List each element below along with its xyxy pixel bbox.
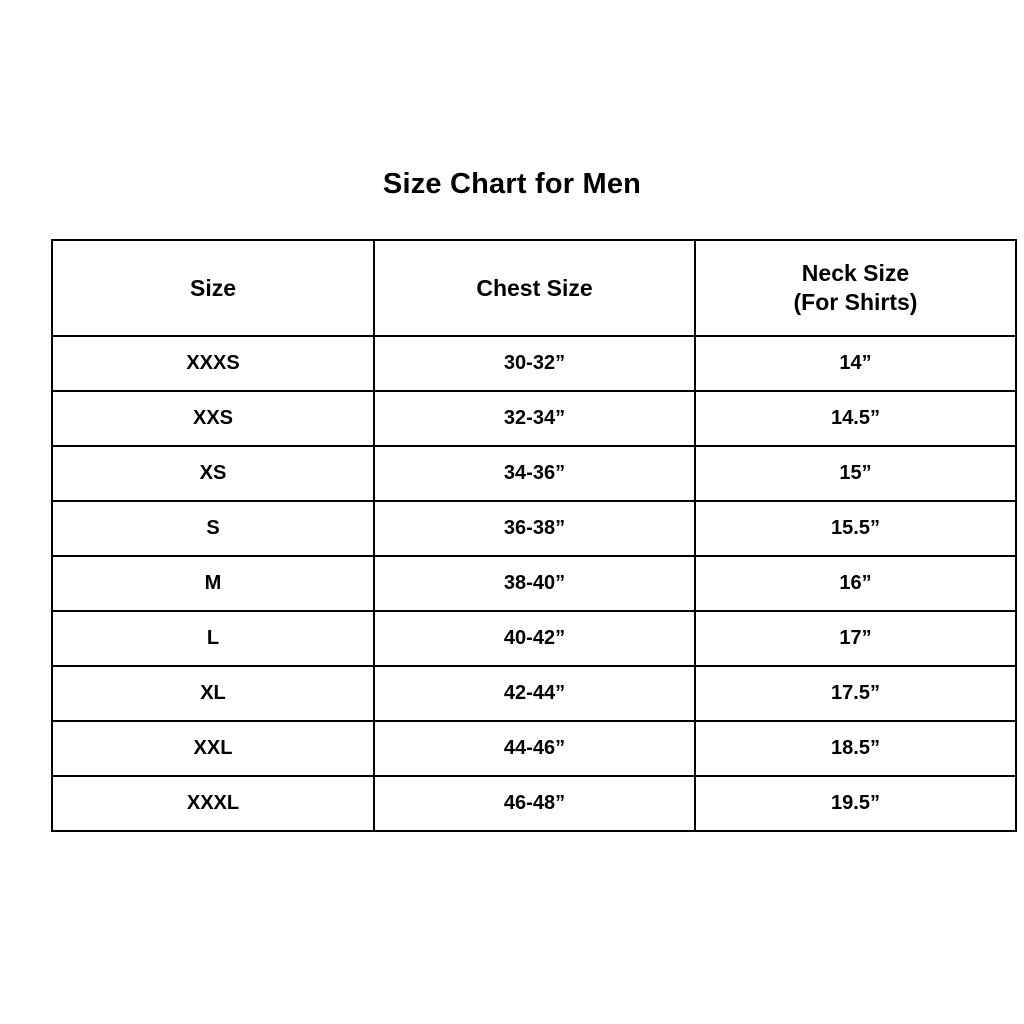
cell-chest: 44-46” xyxy=(374,721,695,776)
table-header-row xyxy=(52,240,1016,336)
cell-neck: 15.5” xyxy=(695,501,1016,556)
cell-size: L xyxy=(52,611,374,666)
table-row xyxy=(52,776,1016,831)
cell-size: XXL xyxy=(52,721,374,776)
cell-neck: 17.5” xyxy=(695,666,1016,721)
cell-chest: 42-44” xyxy=(374,666,695,721)
cell-neck: 18.5” xyxy=(695,721,1016,776)
table-row xyxy=(52,501,1016,556)
column-header-neck-label: Neck Size xyxy=(801,260,910,287)
cell-neck: 16” xyxy=(695,556,1016,611)
cell-chest: 38-40” xyxy=(374,556,695,611)
cell-size: XXXL xyxy=(52,776,374,831)
column-header-chest xyxy=(374,240,695,336)
cell-size: M xyxy=(52,556,374,611)
table-body xyxy=(52,336,1016,831)
column-header-size-label: Size xyxy=(189,274,237,301)
table-row xyxy=(52,446,1016,501)
cell-neck: 17” xyxy=(695,611,1016,666)
column-header-neck xyxy=(695,240,1016,336)
table-row xyxy=(52,721,1016,776)
cell-neck: 14” xyxy=(695,336,1016,391)
cell-size: XXS xyxy=(52,391,374,446)
column-header-chest-label: Chest Size xyxy=(476,274,593,301)
cell-neck: 14.5” xyxy=(695,391,1016,446)
column-header-size xyxy=(52,240,374,336)
cell-chest: 40-42” xyxy=(374,611,695,666)
cell-chest: 46-48” xyxy=(374,776,695,831)
cell-size: S xyxy=(52,501,374,556)
size-table xyxy=(51,239,1017,832)
table-row xyxy=(52,336,1016,391)
cell-chest: 34-36” xyxy=(374,446,695,501)
table-row xyxy=(52,556,1016,611)
table-row xyxy=(52,611,1016,666)
cell-size: XS xyxy=(52,446,374,501)
cell-chest: 30-32” xyxy=(374,336,695,391)
cell-chest: 32-34” xyxy=(374,391,695,446)
table-header xyxy=(52,240,1016,336)
column-header-neck-sublabel: (For Shirts) xyxy=(793,289,918,315)
cell-neck: 19.5” xyxy=(695,776,1016,831)
cell-size: XL xyxy=(52,666,374,721)
page-title: Size Chart for Men xyxy=(382,168,642,200)
cell-neck: 15” xyxy=(695,446,1016,501)
table-row xyxy=(52,391,1016,446)
cell-size: XXXS xyxy=(52,336,374,391)
size-table-container xyxy=(51,239,973,832)
cell-chest: 36-38” xyxy=(374,501,695,556)
table-row xyxy=(52,666,1016,721)
